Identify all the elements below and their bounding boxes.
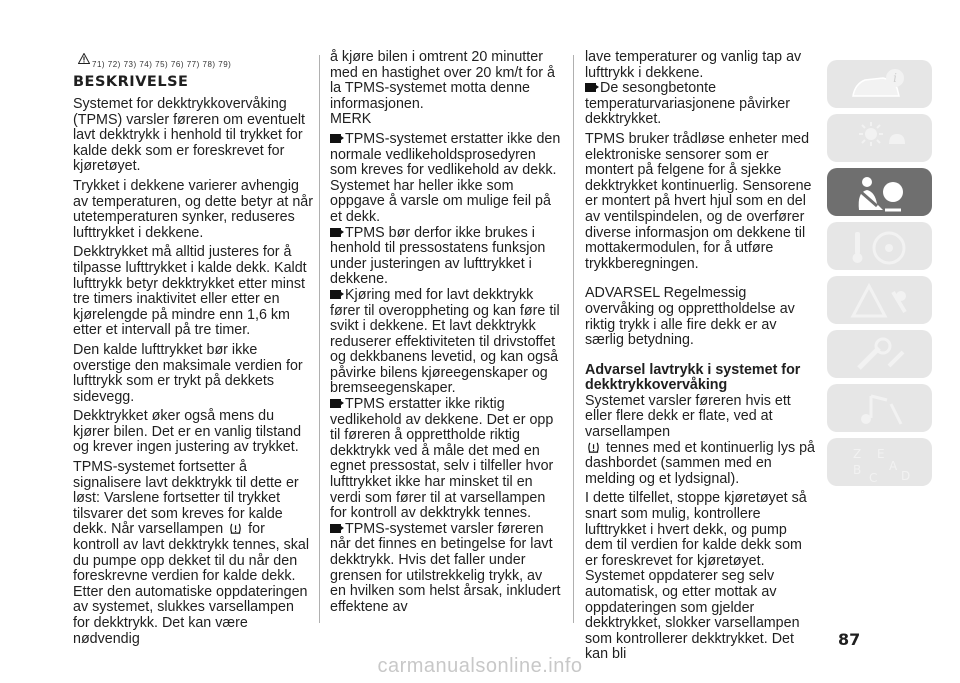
- tab-safety[interactable]: [827, 168, 932, 216]
- section-tabs: [827, 60, 932, 492]
- references: 71) 72) 73) 74) 75) 76) 77) 78) 79): [92, 60, 232, 69]
- svg-text:E: E: [877, 447, 885, 461]
- bullet-item: [585, 81, 815, 128]
- bullet-text: TPMS erstatter ikke riktig vedlikehold av dekkene. Det er opp til føreren å opprettholde riktig dekktrykk ved å måle det med en egnet pressostat, selv i tilfeller hvor lufttrykket ikke har minsket til en verdi som fører til at varsellampen for kontroll av dekktrykk tennes.: [330, 396, 554, 522]
- tab-maintenance[interactable]: [827, 330, 932, 378]
- paragraph: Dekktrykket øker også mens du kjører bilen. Det er en vanlig tilstand og krever ingen justering av trykket.: [73, 408, 302, 456]
- paragraph: lave temperaturer og vanlig tap av lufttrykk i dekkene.: [585, 49, 802, 81]
- paragraph: å kjøre bilen i omtrent 20 minutter med en hastighet over 20 km/t for å la TPMS-systemet motta denne informasjonen.: [330, 49, 555, 112]
- bullet-item: [330, 226, 562, 288]
- paragraph: Trykket i dekkene varierer avhengig av temperaturen, og dette betyr at når utetemperaturen synker, reduseres lufttrykket i dekkene.: [73, 177, 314, 241]
- tab-starting[interactable]: [827, 222, 932, 270]
- tpms-warning-icon: [229, 522, 242, 535]
- tpms-warning-icon: [587, 441, 600, 454]
- bullet-item: [330, 132, 562, 226]
- car-info-icon: [849, 66, 909, 102]
- bullet-item: [330, 522, 562, 616]
- paragraph: [585, 394, 815, 488]
- tab-multimedia[interactable]: [827, 384, 932, 432]
- tab-info[interactable]: [827, 60, 932, 108]
- bullet-item: [330, 397, 562, 522]
- paragraph: TPMS bruker trådløse enheter med elektroniske sensorer som er montert på felgene for å sjekke dekktrykket kontinuerlig. Sensorene er montert på hvert hjul som en del av ventilspindelen, og de overfører diverse informasjon om dekkene til mottakermodulen, for å utføre trykkberegningen.: [585, 130, 812, 272]
- column-2: [330, 50, 562, 615]
- tab-emergency[interactable]: [827, 276, 932, 324]
- bullet-text: TPMS-systemet varsler føreren når det finnes en betingelse for lavt dekktrykk. Hvis det faller under grensen for utilstrekkelig trykk, av en hvilken som helst årsak, inkludert effektene av: [330, 520, 561, 615]
- music-note-icon: [849, 390, 913, 430]
- svg-text:C: C: [869, 471, 878, 484]
- bullet-icon: [330, 228, 341, 237]
- column-divider: [319, 55, 320, 623]
- text-run: Systemet varsler føreren hvis ett eller flere dekk er flate, ved at varsellampen: [585, 392, 791, 441]
- bullet-icon: [330, 399, 341, 408]
- svg-text:B: B: [853, 463, 862, 477]
- bullet-text: De sesongbetonte temperaturvariasjonene påvirker dekktrykket.: [585, 80, 791, 128]
- paragraph: Dekktrykket må alltid justeres for å tilpasse lufttrykket i kalde dekk. Kaldt lufttrykk betyr dekktrykket etter minst tre timers inaktivitet eller etter en kjørelengde på mindre enn 1,6 km etter et intervall på tre timer.: [73, 244, 307, 339]
- svg-text:A: A: [889, 459, 898, 473]
- wrench-icon: [849, 336, 913, 376]
- section-heading: BESKRIVELSE: [73, 74, 189, 90]
- watermark: carmanualsonline.info: [377, 655, 583, 677]
- bullet-icon: [330, 524, 341, 533]
- bullet-icon: [330, 290, 341, 299]
- paragraph: [73, 460, 313, 647]
- seatbelt-airbag-icon: [849, 174, 913, 214]
- alphabet-index-icon: [849, 444, 913, 484]
- column-1: [73, 97, 313, 647]
- page-number: 87: [838, 630, 861, 649]
- text-run: tennes med et kontinuerlig lys på dashbordet (sammen med en melding og et lydsignal).: [585, 439, 815, 487]
- svg-text:i: i: [893, 71, 897, 85]
- bullet-text: Kjøring med for lavt dekktrykk fører til overoppheting og kan føre til svikt i dekkene. Et lavt dekktrykk reduserer effektiviteten til drivstoffet og dekkbanens levetid, og kan også påvirke bilens kjøreegenskaper og bremseegenskaper.: [330, 286, 560, 397]
- tab-index[interactable]: [827, 438, 932, 486]
- note-label: MERK: [330, 111, 372, 128]
- bullet-icon: [585, 83, 596, 92]
- key-steering-icon: [849, 228, 913, 268]
- paragraph: Systemet for dekktrykkovervåking (TPMS) varsler føreren om eventuelt lavt dekktrykk i henhold til trykket for kalde dekk som er foreskrevet for kjøretøyet.: [73, 96, 305, 175]
- column-divider: [573, 55, 574, 623]
- text-run: TPMS-systemet fortsetter å signalisere lavt dekktrykk til dette er løst: Varslene fortsetter til trykket tilsvarer det som kreves for kalde dekk. Når varsellampen: [73, 459, 299, 538]
- bullet-icon: [330, 134, 341, 143]
- warning-hazard-icon: [849, 282, 913, 322]
- bullet-text: TPMS bør derfor ikke brukes i henhold til pressostatens funksjon under justeringen av lufttrykket i dekkene.: [330, 224, 546, 288]
- svg-text:D: D: [901, 469, 911, 483]
- text-run: for kontroll av lavt dekktrykk tennes, skal du pumpe opp dekket til du når den foreskrevne verdien for kalde dekk. Etter den automatiske oppdateringen av systemet, slukkes varsellampen for dekktrykk. Det kan være nødvendig: [73, 521, 309, 647]
- paragraph: Den kalde lufttrykket bør ikke overstige den maksimale verdien for lufttrykk som er trykt på dekkets sidevegg.: [73, 341, 303, 405]
- warning-paragraph: ADVARSEL Regelmessig overvåking og opprettholdelse av riktig trykk i alle fire dekk er av særlig betydning.: [585, 285, 795, 349]
- warning-triangle-icon: [78, 53, 90, 64]
- tab-dashboard[interactable]: [827, 114, 932, 162]
- dashboard-lights-icon: [849, 120, 909, 156]
- column-3: [585, 50, 815, 663]
- bullet-text: TPMS-systemet erstatter ikke den normale vedlikeholdsprosedyren som kreves for vedlikehold av dekk. Systemet har heller ikke som oppgave å varsle om mulige feil på et dekk.: [330, 130, 561, 225]
- svg-text:Z: Z: [853, 447, 862, 461]
- subheading: Advarsel lavtrykk i systemet for dekktrykkovervåking: [585, 361, 801, 394]
- bullet-item: [330, 288, 562, 397]
- paragraph: I dette tilfellet, stoppe kjøretøyet så snart som mulig, kontrollere lufttrykket i hvert dekk, og pump dem til verdien for kalde dekk som er foreskrevet for kjøretøyet. Systemet oppdaterer seg selv automatisk, og etter mottak av oppdateringen som gjelder dekktrykket, slokker varsellampen som kontrollerer dekktrykket. Det kan bli: [585, 490, 807, 663]
